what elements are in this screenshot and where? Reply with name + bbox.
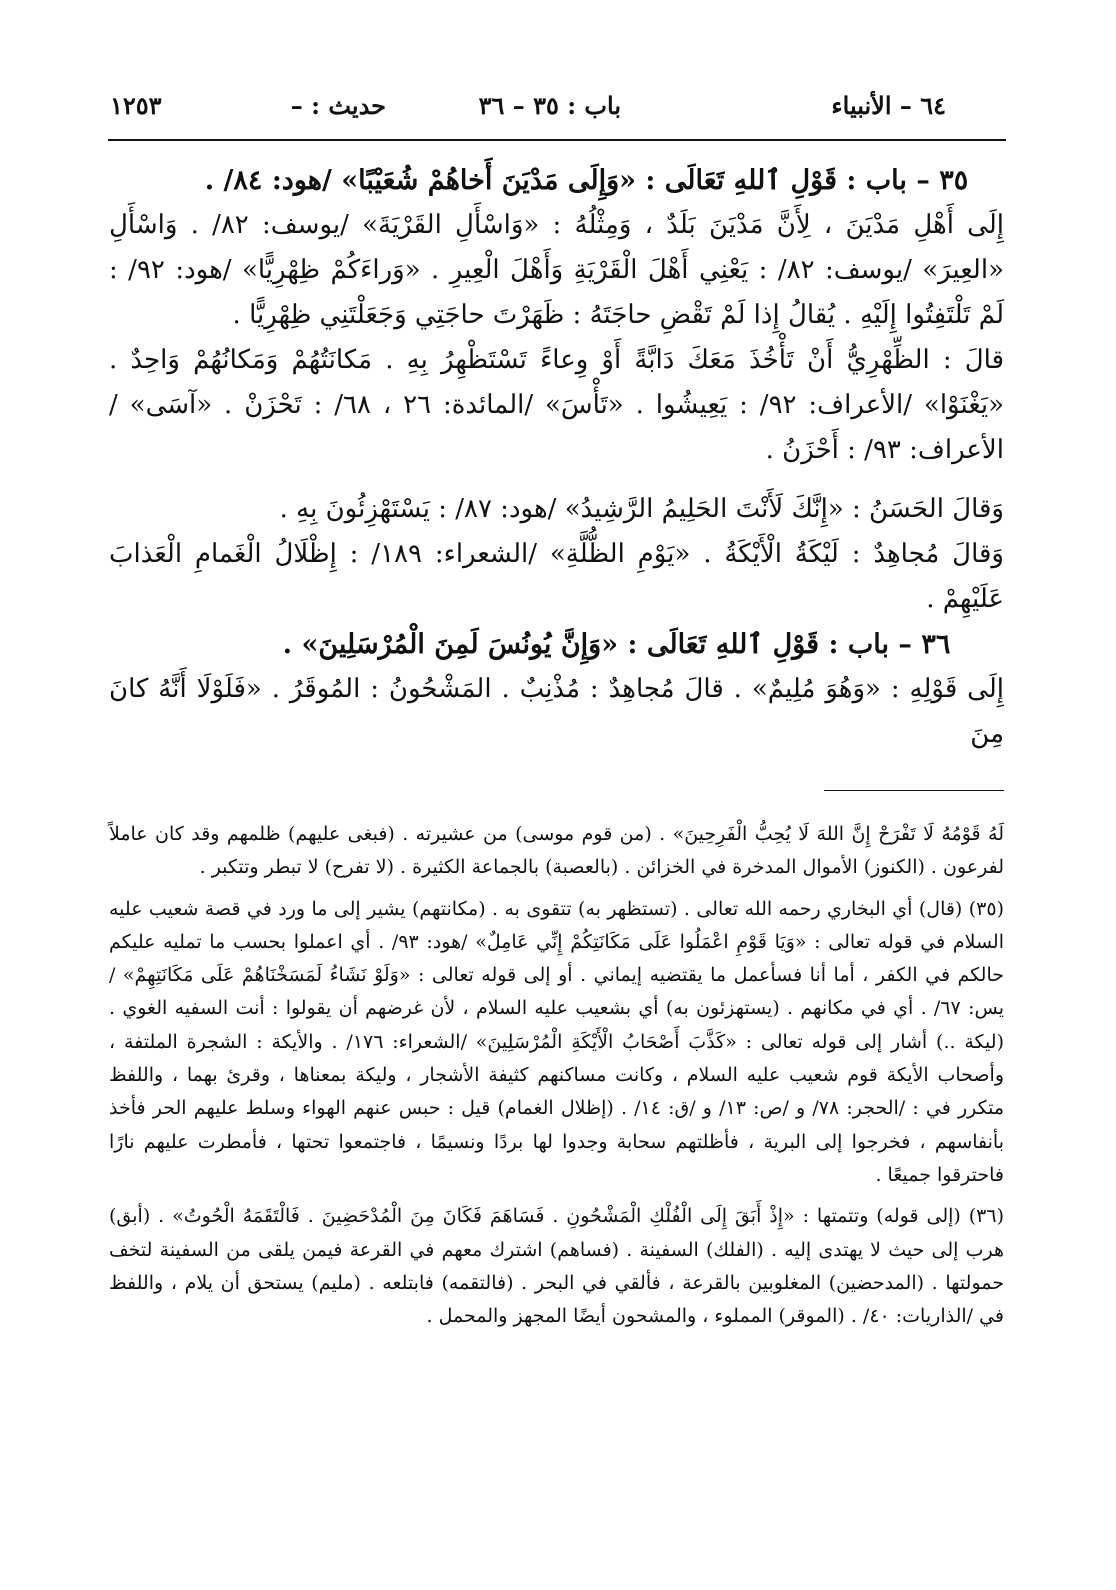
footnotes (109, 818, 1004, 1333)
footnote-36: (٣٦) (إلى قوله) وتتمتها : «إِذْ أَبَقَ إِلَى الْفُلْكِ الْمَشْحُونِ . فَسَاهَمَ فَكَانَ مِنَ الْمُدْحَضِينَ . فَالْتَقَمَهُ الْحُوتُ» . (أبق) هرب إلى حيث لا يهتدى إليه . (الفلك) السفينة . (فساهم) اشترك معهم في القرعة فيمن يلقى من السفينة لتخف حمولتها . (المدحضين) المغلوبين بالقرعة ، فألقي في البحر . (فالتقمه) فابتلعه . (مليم) يستحق أن يلام ، واللفظ في /الذاريات: ٤٠/ . (الموقر) المملوء ، والمشحون أيضًا المجهز والمحمل . (109, 1205, 1004, 1328)
footnote-rule (824, 790, 1004, 791)
footnote-continued: لَهُ قَوْمُهُ لَا تَفْرَحْ إِنَّ اللهَ لَا يُحِبُّ الْفَرِحِينَ» . (من قوم موسى) من عشيرته . (فبغى عليهم) ظلمهم وقد كان عاملاً لفرعون . (الكنوز) الأموال المدخرة في الخزائن . (بالعصبة) بالجماعة الكثيرة . (لا تفرح) لا تبطر وتتكبر . (109, 823, 1004, 879)
main-paragraph-5: إِلَى قَوْلِهِ : «وَهُوَ مُلِيمٌ» . قالَ مُجاهِدٌ : مُذْنِبٌ . المَشْحُونُ : المُوقَرُ . «فَلَوْلَا أَنَّهُ كانَ مِنَ (109, 674, 1004, 749)
chapter-35-title: ٣٥ – باب : قَوْلِ ٱللهِ تَعَالَى : «وَإِلَى مَدْيَنَ أَخاهُمْ شُعَيْبًا» /هود: ٨٤/ . (204, 165, 969, 196)
header-chapter: ٦٤ – الأنبياء (831, 91, 946, 120)
chapter-36-title: ٣٦ – باب : قَوْلِ ٱللهِ تَعَالَى : «وَإِنَّ يُونُسَ لَمِنَ الْمُرْسَلِينَ» . (282, 629, 951, 660)
header-rule (108, 139, 1006, 141)
footnote-35: (٣٥) (قال) أي البخاري رحمه الله تعالى . (تستظهر به) تتقوى به . (مكانتهم) يشير إلى ما ورد في قصة شعيب عليه السلام في قوله تعالى : «وَيَا قَوْمِ اعْمَلُوا عَلَى مَكَانَتِكُمْ إِنِّي عَامِلٌ» /هود: ٩٣/ . أي اعملوا بحسب ما تمليه عليكم حالكم في الكفر ، أما أنا فسأعمل ما يقتضيه إيماني . أو إلى قوله تعالى : «وَلَوْ نَشَاءُ لَمَسَخْنَاهُمْ عَلَى مَكَانَتِهِمْ» /يس: ٦٧/ . أي في مكانهم . (يستهزئون به) أي بشعيب عليه السلام ، لأن غرضهم أن يقولوا : أنت السفيه الغوي . (ليكة ..) أشار إلى قوله تعالى : «كَذَّبَ أَصْحَابُ الْأَيْكَةِ الْمُرْسَلِينَ» /الشعراء: ١٧٦/ . والأيكة : الشجرة الملتفة ، وأصحاب الأيكة قوم شعيب عليه السلام ، وكانت مساكنهم كثيفة الأشجار ، وليكة بمعناها ، وقرئ بهما ، واللفظ متكرر في : /الحجر: ٧٨/ و /ص: ١٣/ و /ق: ١٤/ . (إظلال الغمام) قيل : حبس عنهم الهواء وسلط عليهم الحر فأخذ بأنفاسهم ، فخرجوا إلى البرية ، فأظلتهم سحابة وجدوا لها بردًا ونسيمًا ، فاجتمعوا تحتها ، فأمطرت عليهم نارًا فاحترقوا جميعًا . (109, 897, 1005, 1186)
header-bab: باب : ٣٥ – ٣٦ (478, 91, 621, 120)
running-header (110, 86, 986, 126)
main-paragraph-2: قالَ : الظِّهْرِيُّ أَنْ تَأْخُذَ مَعَكَ دَابَّةً أَوْ وِعاءً تَسْتَظْهِرُ بِهِ . مَكانَتُهُمْ وَمَكانُهُمْ وَاحِدٌ . «يَغْنَوْا» /الأعراف: ٩٢/ : يَعِيشُوا . «تَأْسَ» /المائدة: ٢٦ ، ٦٨/ : تَحْزَنْ . «آسَى» /الأعراف: ٩٣/ : أَحْزَنُ . (109, 345, 1005, 465)
main-paragraph-4: وَقالَ مُجاهِدٌ : لَيْكَةُ الْأَيْكَةُ . «يَوْمِ الظُّلَّةِ» /الشعراء: ١٨٩/ : إِظْلَالُ الْغَمامِ الْعَذابَ عَلَيْهِمْ . (109, 539, 1004, 614)
page-number: ١٢٥٣ (110, 91, 162, 120)
main-paragraph-3: وَقالَ الحَسَنُ : «إِنَّكَ لَأَنْتَ الحَلِيمُ الرَّشِيدُ» /هود: ٨٧/ : يَسْتَهْزِئُونَ بِهِ . (279, 494, 1004, 524)
main-text (109, 158, 1004, 757)
header-hadith: حديث : – (290, 91, 386, 120)
main-paragraph-1: إِلَى أَهْلِ مَدْيَنَ ، لِأَنَّ مَدْيَنَ بَلَدٌ ، وَمِثْلُهُ : «وَاسْأَلِ القَرْيَةَ» /يوسف: ٨٢/ . وَاسْأَلِ «العِيرَ» /يوسف: ٨٢/ : يَعْنِي أَهْلَ الْقَرْيَةِ وَأَهْلَ الْعِيرِ . «وَراءَكُمْ ظِهْرِيًّا» /هود: ٩٢/ : لَمْ تَلْتَفِتُوا إِلَيْهِ . يُقالُ إِذا لَمْ تَقْضِ حاجَتَهُ : ظَهَرْتَ حاجَتِي وَجَعَلْتَنِي ظِهْرِيًّا . (109, 210, 1004, 330)
